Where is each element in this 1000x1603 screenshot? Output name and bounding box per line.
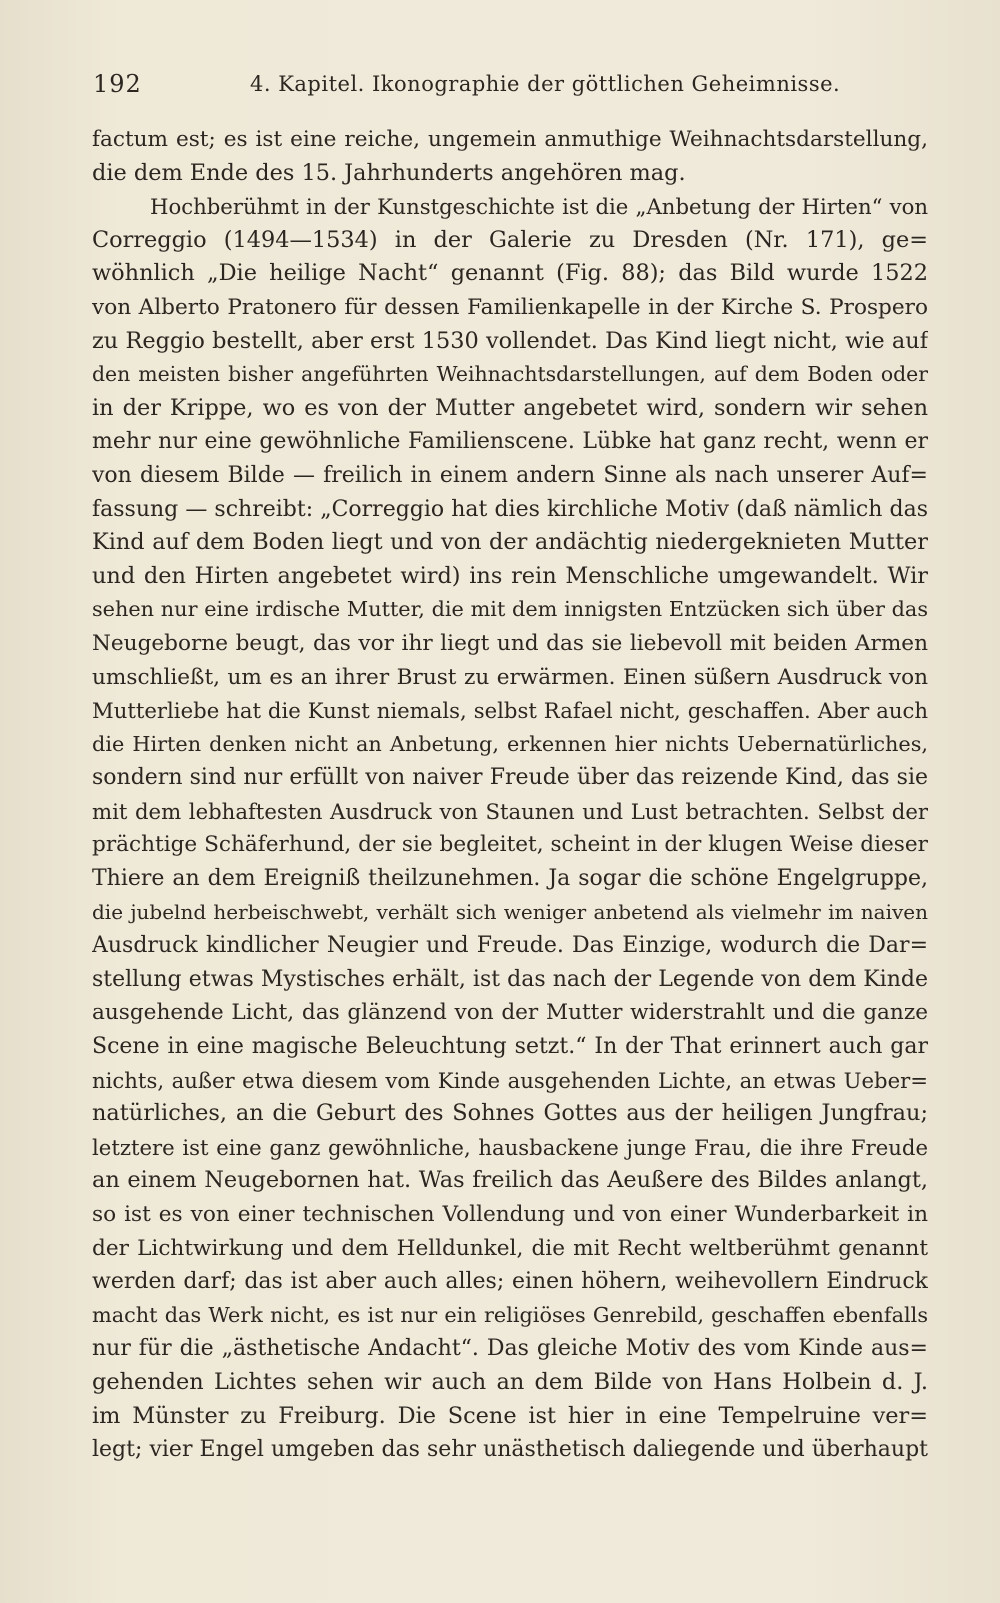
text-line: letztere ist eine ganz gewöhnliche, hausbackene junge Frau, die ihre Freude bbox=[92, 1134, 928, 1160]
text-line: den meisten bisher angeführten Weihnachtsdarstellungen, auf dem Boden oder bbox=[92, 362, 928, 387]
text-line: werden darf; das ist aber auch alles; einen höhern, weihevollern Eindruck bbox=[92, 1269, 928, 1295]
text-line: Mutterliebe hat die Kunst niemals, selbst Rafael nicht, geschaffen. Aber auch bbox=[92, 698, 928, 724]
text-line: gehenden Lichtes sehen wir auch an dem Bilde von Hans Holbein d. J. bbox=[92, 1368, 928, 1395]
text-line: mehr nur eine gewöhnliche Familienscene. Lübke hat ganz recht, wenn er bbox=[92, 429, 928, 455]
text-line: sehen nur eine irdische Mutter, die mit dem innigsten Entzücken sich über das bbox=[92, 597, 928, 622]
text-line: nichts, außer etwa diesem vom Kinde ausgehenden Lichte, an etwas Ueber= bbox=[92, 1067, 928, 1093]
text-line: Correggio (1494—1534) in der Galerie zu Dresden (Nr. 171), ge= bbox=[92, 226, 928, 253]
text-line: ausgehende Licht, das glänzend von der Mutter widerstrahlt und die ganze bbox=[92, 1000, 928, 1026]
text-line: die dem Ende des 15. Jahrhunderts angehören mag. bbox=[92, 159, 686, 186]
text-line: die Hirten denken nicht an Anbetung, erkennen hier nichts Uebernatürliches, bbox=[92, 731, 928, 756]
page-header bbox=[93, 70, 928, 110]
text-line: natürliches, an die Geburt des Sohnes Gottes aus der heiligen Jungfrau; bbox=[92, 1100, 928, 1127]
text-line: macht das Werk nicht, es ist nur ein religiöses Genrebild, geschaffen ebenfalls bbox=[92, 1302, 928, 1327]
text-line: wöhnlich „Die heilige Nacht“ genannt (Fig. 88); das Bild wurde 1522 bbox=[92, 260, 928, 287]
page-number: 192 bbox=[93, 70, 142, 98]
text-line: mit dem lebhaftesten Ausdruck von Staunen und Lust betrachten. Selbst der bbox=[92, 798, 928, 824]
text-line: und den Hirten angebetet wird) ins rein Menschliche umgewandelt. Wir bbox=[92, 562, 928, 589]
text-line: Neugeborne beugt, das vor ihr liegt und das sie liebevoll mit beiden Armen bbox=[92, 630, 928, 656]
text-line: zu Reggio bestellt, aber erst 1530 vollendet. Das Kind liegt nicht, wie auf bbox=[92, 327, 928, 354]
text-line: nur für die „ästhetische Andacht“. Das gleiche Motiv des vom Kinde aus= bbox=[92, 1336, 928, 1362]
text-line: fassung — schreibt: „Correggio hat dies kirchliche Motiv (daß nämlich das bbox=[92, 496, 928, 522]
text-line: Scene in eine magische Beleuchtung setzt.“ In der That erinnert auch gar bbox=[92, 1034, 928, 1060]
text-line: im Münster zu Freiburg. Die Scene ist hier in eine Tempelruine ver= bbox=[92, 1402, 928, 1429]
text-line: factum est; es ist eine reiche, ungemein anmuthige Weihnachtsdarstellung, bbox=[92, 127, 928, 152]
text-line: von Alberto Pratonero für dessen Familienkapelle in der Kirche S. Prospero bbox=[92, 294, 928, 320]
body-text bbox=[92, 123, 928, 1467]
running-head: 4. Kapitel. Ikonographie der göttlichen Geheimnisse. bbox=[250, 72, 841, 96]
text-line: der Lichtwirkung und dem Helldunkel, die mit Recht weltberühmt genannt bbox=[92, 1235, 928, 1261]
text-line: legt; vier Engel umgeben das sehr unästhetisch daliegende und überhaupt bbox=[92, 1437, 928, 1463]
text-line: in der Krippe, wo es von der Mutter angebetet wird, sondern wir sehen bbox=[92, 394, 928, 421]
text-line: sondern sind nur erfüllt von naiver Freude über das reizende Kind, das sie bbox=[92, 765, 928, 791]
text-line: Ausdruck kindlicher Neugier und Freude. Das Einzige, wodurch die Dar= bbox=[92, 933, 928, 959]
text-line: von diesem Bilde — freilich in einem andern Sinne als nach unserer Auf= bbox=[92, 462, 928, 488]
text-line: stellung etwas Mystisches erhält, ist das nach der Legende von dem Kinde bbox=[92, 966, 928, 992]
text-line: die jubelnd herbeischwebt, verhält sich weniger anbetend als vielmehr im naiven bbox=[92, 899, 928, 924]
text-line: Kind auf dem Boden liegt und von der andächtig niedergeknieten Mutter bbox=[92, 529, 928, 556]
text-line: an einem Neugebornen hat. Was freilich das Aeußere des Bildes anlangt, bbox=[92, 1167, 928, 1194]
text-line: umschließt, um es an ihrer Brust zu erwärmen. Einen süßern Ausdruck von bbox=[92, 664, 928, 690]
text-line: Hochberühmt in der Kunstgeschichte ist die „Anbetung der Hirten“ von bbox=[150, 194, 928, 220]
text-line: prächtige Schäferhund, der sie begleitet, scheint in der klugen Weise dieser bbox=[92, 832, 928, 858]
text-line: so ist es von einer technischen Vollendung und von einer Wunderbarkeit in bbox=[92, 1202, 928, 1227]
text-line: Thiere an dem Ereigniß theilzunehmen. Ja sogar die schöne Engelgruppe, bbox=[92, 866, 928, 892]
